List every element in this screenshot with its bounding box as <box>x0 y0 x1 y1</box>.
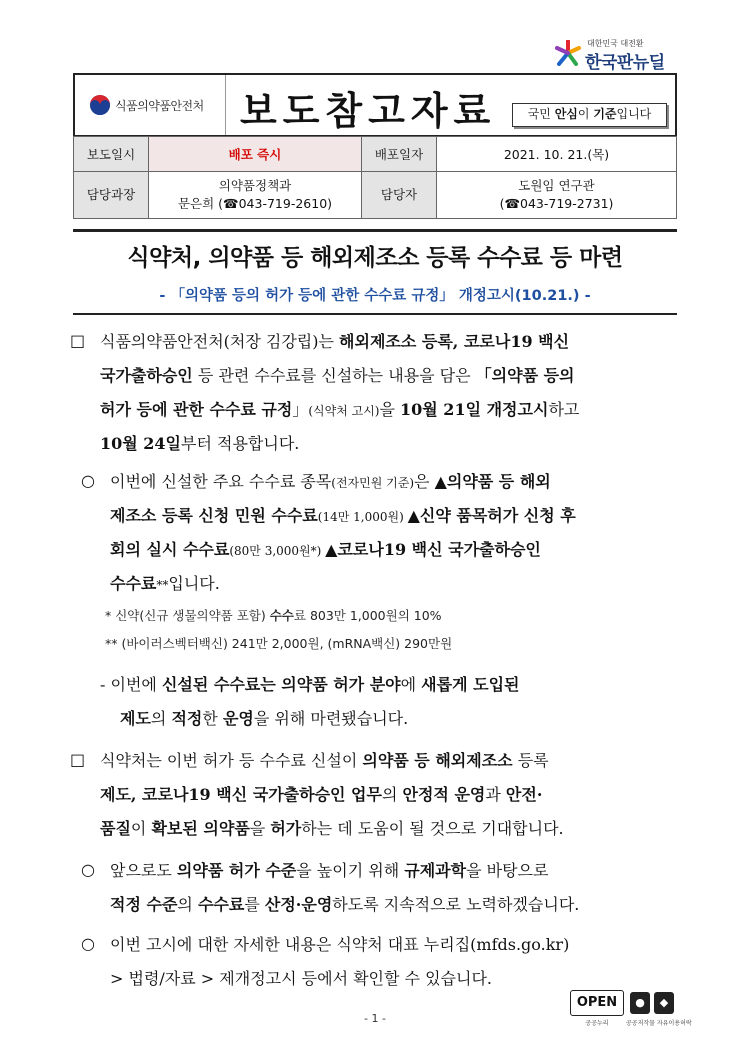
government-emblem-icon <box>89 94 111 116</box>
page-number: - 1 - <box>364 1012 386 1025</box>
bullet-circle-2: ○ <box>81 860 95 879</box>
slogan-box <box>512 103 667 127</box>
headline-rule-top <box>73 229 677 232</box>
press-info-table <box>73 136 677 219</box>
slogan-text-2: 이 <box>577 107 594 121</box>
slogan-bold-1: 안심 <box>554 107 578 121</box>
p6-line-1: 이번 고시에 대한 자세한 내용은 식약처 대표 누리집(mfds.go.kr) <box>110 935 570 954</box>
slogan-text-1: 국민 <box>527 107 555 121</box>
contact-label: 담당자 <box>362 172 437 219</box>
open-license-badge <box>570 990 692 1030</box>
release-value <box>149 137 362 172</box>
dist-date-label: 배포일자 <box>362 137 437 172</box>
agency-name: 식품의약품안전처 <box>115 99 204 113</box>
p5-line-1: 앞으로도 의약품 허가 수준을 높이기 위해 규제과학을 바탕으로 <box>110 861 549 880</box>
slogan-text-3: 입니다 <box>616 107 652 121</box>
dept-value <box>149 172 362 219</box>
p4-line-1: 식약처는 이번 허가 등 수수료 신설이 의약품 등 해외제조소 등록 <box>100 751 549 770</box>
p6-line-2: > 법령/자료 > 제개정고시 등에서 확인할 수 있습니다. <box>110 969 493 988</box>
dept-label: 담당과장 <box>74 172 149 219</box>
brand-subtitle: 대한민국 대전환 <box>587 39 644 48</box>
contact-name: 도원임 연구관 <box>518 178 595 193</box>
p4-line-2: 제도, 코로나19 백신 국가출하승인 업무의 안정적 운영과 안전· <box>100 785 543 804</box>
p1-line-3: 허가 등에 관한 수수료 규정」(식약처 고시)을 10월 21일 개정고시하고 <box>100 400 580 419</box>
subheadline: - 「의약품 등의 허가 등에 관한 수수료 규정」 개정고시(10.21.) - <box>159 288 591 304</box>
bullet-circle-1: ○ <box>81 471 95 490</box>
license-caption: 공공저작물 자유이용허락 <box>626 1020 692 1027</box>
dept-head-contact: 문은희 (☎043-719-2610) <box>177 196 333 211</box>
korean-new-deal-star-icon <box>555 40 581 66</box>
document-type-title: 보도참고자료 <box>240 88 497 133</box>
p2-line-4: 수수료**입니다. <box>110 574 220 593</box>
p2-line-3: 회의 실시 수수료(80만 3,000원*) ▲코로나19 백신 국가출하승인 <box>110 540 541 559</box>
headline: 식약처, 의약품 등 해외제조소 등록 수수료 등 마련 <box>127 245 623 271</box>
p3-line-2: 제도의 적정한 운영을 위해 마련됐습니다. <box>120 709 409 728</box>
p1-line-2: 국가출하승인 등 관련 수수료를 신설하는 내용을 담은 「의약품 등의 <box>100 366 575 385</box>
press-header <box>73 73 677 137</box>
dept-name: 의약품정책과 <box>218 178 292 193</box>
release-value-text: 배포 즉시 <box>228 147 282 162</box>
p4-line-3: 품질이 확보된 의약품을 허가하는 데 도움이 될 것으로 기대합니다. <box>100 819 564 838</box>
p2-line-2: 제조소 등록 신청 민원 수수료(14만 1,000원) ▲신약 품목허가 신청 후 <box>110 506 576 525</box>
p1-line-1: 식품의약품안전처(처장 김강립)는 해외제조소 등록, 코로나19 백신 <box>100 332 570 351</box>
dist-date-value: 2021. 10. 21.(목) <box>437 137 677 172</box>
p1-line-4: 10월 24일부터 적용합니다. <box>100 434 300 453</box>
bullet-square-1: □ <box>70 331 86 350</box>
agency-logo-cell <box>75 75 226 135</box>
contact-phone: (☎043-719-2731) <box>499 196 614 211</box>
slogan-bold-2: 기준 <box>593 107 617 121</box>
bullet-circle-3: ○ <box>81 934 95 953</box>
p5-line-2: 적정 수준의 수수료를 산정·운영하도록 지속적으로 노력하겠습니다. <box>110 895 580 914</box>
release-label: 보도일시 <box>74 137 149 172</box>
commercial-icon: ◆ <box>654 992 674 1014</box>
bullet-square-2: □ <box>70 750 86 769</box>
p2-line-1: 이번에 신설한 주요 수수료 종목(전자민원 기준)은 ▲의약품 등 해외 <box>110 472 551 491</box>
footnote-2: ** (바이러스벡터백신) 241만 2,000원, (mRNA백신) 290만원 <box>105 636 453 651</box>
korean-new-deal-logo <box>555 38 695 73</box>
attribution-icon: ● <box>630 992 650 1014</box>
p3-line-1: - 이번에 신설된 수수료는 의약품 허가 분야에 새롭게 도입된 <box>100 675 520 694</box>
footnote-1: * 신약(신규 생물의약품 포함) 수수료 803만 1,000원의 10% <box>105 608 442 623</box>
contact-value <box>437 172 677 219</box>
open-caption: 공공누리 <box>585 1020 609 1027</box>
open-label: OPEN <box>570 990 624 1016</box>
brand-title: 한국판뉴딜 <box>585 53 665 73</box>
headline-rule-bottom <box>73 313 677 315</box>
